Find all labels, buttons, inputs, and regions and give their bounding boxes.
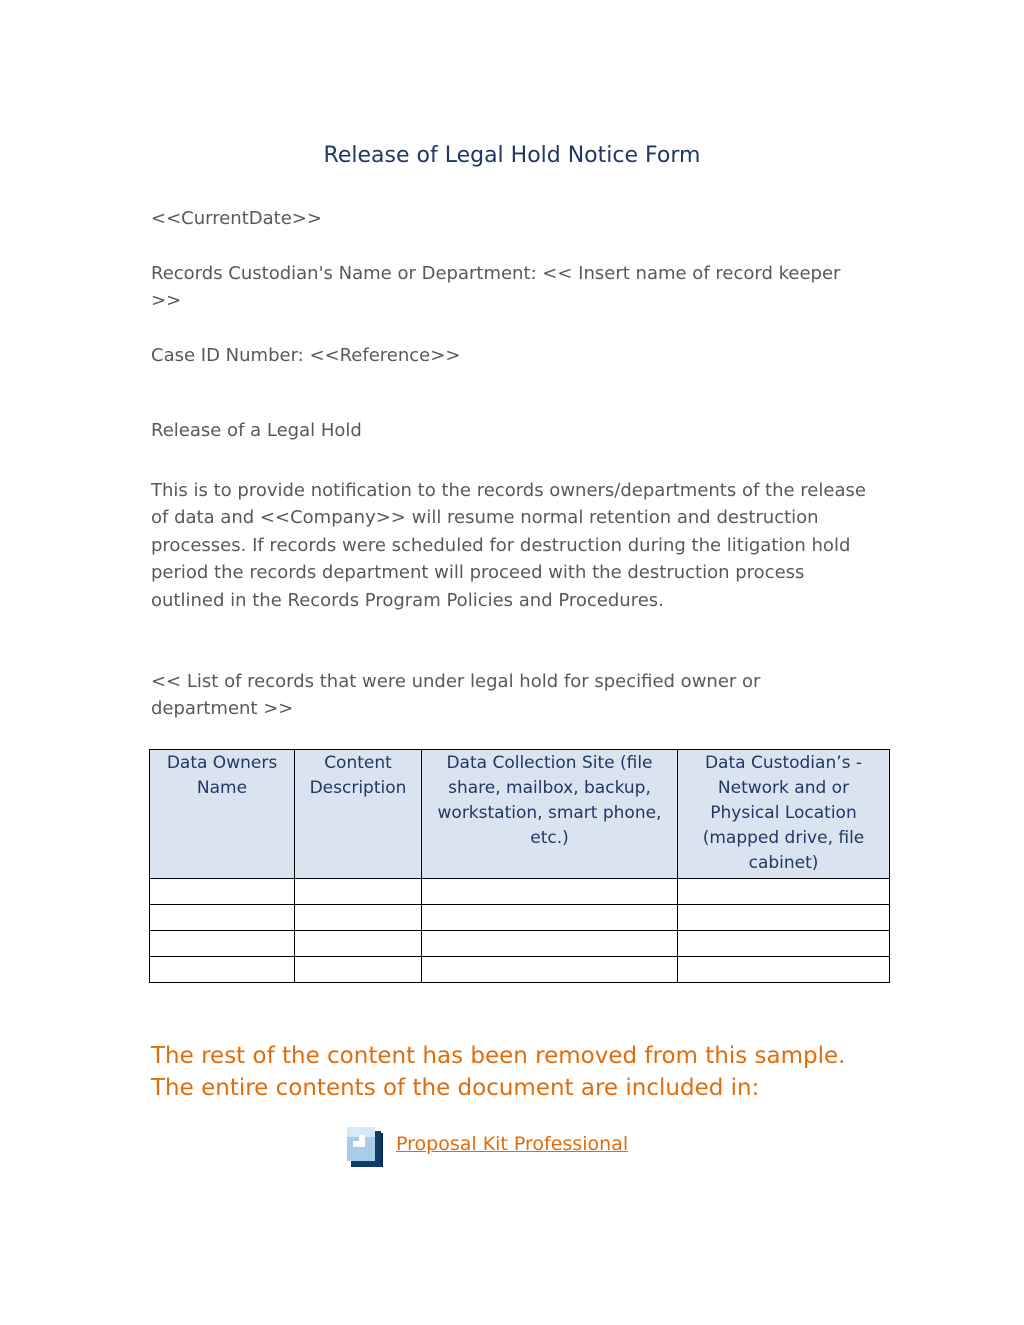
table-cell: [422, 905, 678, 931]
body-paragraph: This is to provide notification to the records owners/departments of the release of data and <<Company>> will resume normal retention and destruction processes. If records were scheduled for destruction during the litigation hold period the records department will proceed with the destruction process outlined in the Records Program Policies and Procedures.: [151, 480, 866, 611]
table-cell: [678, 957, 890, 983]
table-cell: [678, 931, 890, 957]
proposal-kit-link[interactable]: Proposal Kit Professional: [396, 1133, 629, 1155]
section-heading: Release of a Legal Hold: [151, 420, 362, 441]
records-table: [149, 749, 890, 983]
header-content-description: Content Description: [295, 750, 422, 879]
records-custodian-line: Records Custodian's Name or Department: << Insert name of record keeper >>: [151, 263, 841, 312]
table-cell: [678, 879, 890, 905]
header-data-owners-name: Data Owners Name: [150, 750, 295, 879]
table-cell: [295, 957, 422, 983]
table-cell: [150, 905, 295, 931]
current-date: <<CurrentDate>>: [151, 208, 322, 229]
table-row: [150, 931, 890, 957]
table-cell: [150, 879, 295, 905]
table-cell: [150, 931, 295, 957]
page-title: Release of Legal Hold Notice Form: [323, 143, 701, 168]
proposal-kit-icon: [345, 1125, 383, 1169]
sample-notice: The rest of the content has been removed from this sample. The entire contents of the document are included in:: [151, 1043, 846, 1101]
table-cell: [422, 931, 678, 957]
table-cell: [295, 931, 422, 957]
case-id-line: Case ID Number: <<Reference>>: [151, 345, 461, 366]
table-cell: [295, 905, 422, 931]
table-header-row: [150, 750, 890, 879]
table-cell: [422, 957, 678, 983]
table-cell: [422, 879, 678, 905]
table-cell: [678, 905, 890, 931]
header-data-collection-site: Data Collection Site (file share, mailbox, backup, workstation, smart phone, etc.): [422, 750, 678, 879]
records-list-placeholder: << List of records that were under legal hold for specified owner or department >>: [151, 671, 761, 720]
table-cell: [295, 879, 422, 905]
table-row: [150, 879, 890, 905]
header-data-custodian-location: Data Custodian’s - Network and or Physical Location (mapped drive, file cabinet): [678, 750, 890, 879]
table-row: [150, 905, 890, 931]
table-cell: [150, 957, 295, 983]
table-row: [150, 957, 890, 983]
